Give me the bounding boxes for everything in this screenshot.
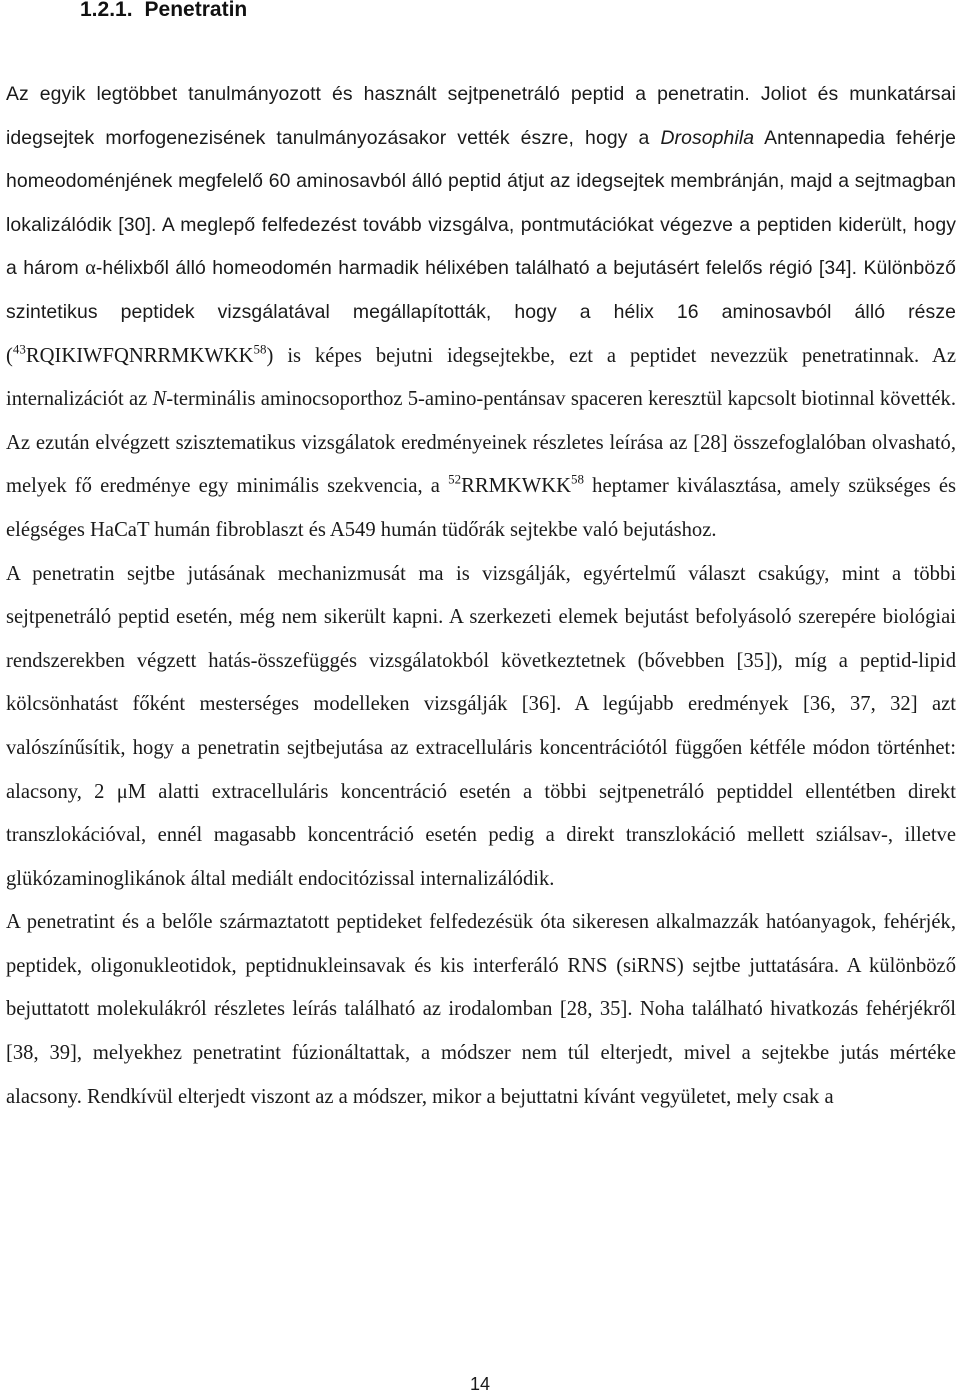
n-terminal-italic: N <box>152 388 167 411</box>
micro-symbol: μ <box>116 780 128 803</box>
paragraph-2 <box>6 553 956 902</box>
heptamer-end-index: 58 <box>570 471 584 487</box>
paragraph-2-text-b: M alatti extracelluláris koncentráció esetén a többi sejtpenetráló peptiddel ellentétben direkt transzlokációval, ennél magasabb koncentráció esetén pedig a direkt transzlokáció mellett sziálsav-, illetve glükózaminoglikánok által mediált endocitózissal internalizálódik. <box>6 780 956 890</box>
paragraph-1-text-d: ( <box>6 344 13 367</box>
paragraph-1-text-g: heptamer kiválasztása, amely szükséges és elégséges HaCaT humán fibroblaszt és A549 humán tüdőrák sejtekbe való bejutáshoz. <box>6 475 956 541</box>
sequence-end-index: 58 <box>253 341 267 357</box>
section-number: 1.2.1. <box>80 0 133 21</box>
page-number: 14 <box>469 1374 491 1394</box>
paragraph-1-text-b: Antennapedia fehérje homeodoménjének megfelelő 60 aminosavból álló peptid átjut az idegsejtek membránján, majd a sejtmagban lokalizálódik [30]. A meglepő felfedezést tovább vizsgálva, pontmutációkat végezve a peptiden kiderült, hogy a három <box>6 126 957 280</box>
body-text <box>6 73 956 1119</box>
paragraph-3-text: A penetratint és a belőle származtatott peptideket felfedezésük óta sikeresen alkalmazzák hatóanyagok, fehérjék, peptidek, oligonukleotidok, peptidnukleinsavak és kis interferáló RNS (siRNS) sejtbe juttatására. A különböző bejuttatott molekulákról részletes leírás található az irodalomban [28, 35]. Noha található hivatkozás fehérjékről [38, 39], melyekhez penetratint fúzionáltattak, a módszer nem túl elterjedt, mivel a sejtekbe jutás mértéke alacsony. Rendkívül elterjedt viszont az a módszer, mikor a bejuttatni kívánt vegyületet, mely csak a <box>6 911 956 1108</box>
paragraph-1 <box>6 73 956 553</box>
paragraph-1-text-e: ) is képes bejutni idegsejtekbe, ezt a peptidet nevezzük penetratinnak. Az internalizációt az <box>6 344 956 411</box>
sequence-start-index: 43 <box>12 341 26 357</box>
paragraph-1-text-a: Az egyik legtöbbet tanulmányozott és használt sejtpenetráló peptid a penetratin. Joliot és munkatársai idegsejtek morfogenezisének tanulmányozásakor vették észre, hogy a <box>6 83 956 149</box>
paragraph-3 <box>6 901 956 1119</box>
heptamer-sequence: RRMKWKK <box>461 475 571 498</box>
genus-name: Drosophila <box>660 126 755 149</box>
section-heading <box>80 0 247 24</box>
paragraph-1-text-c: -hélixből álló homeodomén harmadik hélixében található a bejutásért felelős régió [34]. Különböző szintetikus peptidek vizsgálatával megállapították, hogy a hélix 16 aminosavból álló része <box>6 257 956 323</box>
heptamer-start-index: 52 <box>448 471 462 487</box>
penetratin-sequence: RQIKIWFQNRRMKWKK <box>25 344 254 367</box>
section-title: Penetratin <box>144 0 248 21</box>
paragraph-1-text-f: -terminális aminocsoporthoz 5-amino-pentánsav spaceren keresztül kapcsolt biotinnal követték. Az ezután elvégzett szisztematikus vizsgálatok eredményeinek részletes leírása az [28] összefoglalóban olvasható, melyek fő eredménye egy minimális szekvencia, a <box>6 388 956 498</box>
paragraph-2-text-a: A penetratin sejtbe jutásának mechanizmusát ma is vizsgálják, egyértelmű választ csakúgy, mint a többi sejtpenetráló peptid esetén, még nem sikerült kapni. A szerkezeti elemek bejutást befolyásoló szerepére biológiai rendszerekben végzett hatás-összefüggés vizsgálatokból következtetnek (bővebben [35]), míg a peptid-lipid kölcsönhatást főként mesterséges modelleken vizsgálják [36]. A legújabb eredmények [36, 37, 32] azt valószínűsítik, hogy a penetratin sejtbejutása az extracelluláris koncentrációtól függően kétféle módon történhet: alacsony, 2 <box>6 562 956 803</box>
alpha-symbol: α <box>85 257 96 280</box>
